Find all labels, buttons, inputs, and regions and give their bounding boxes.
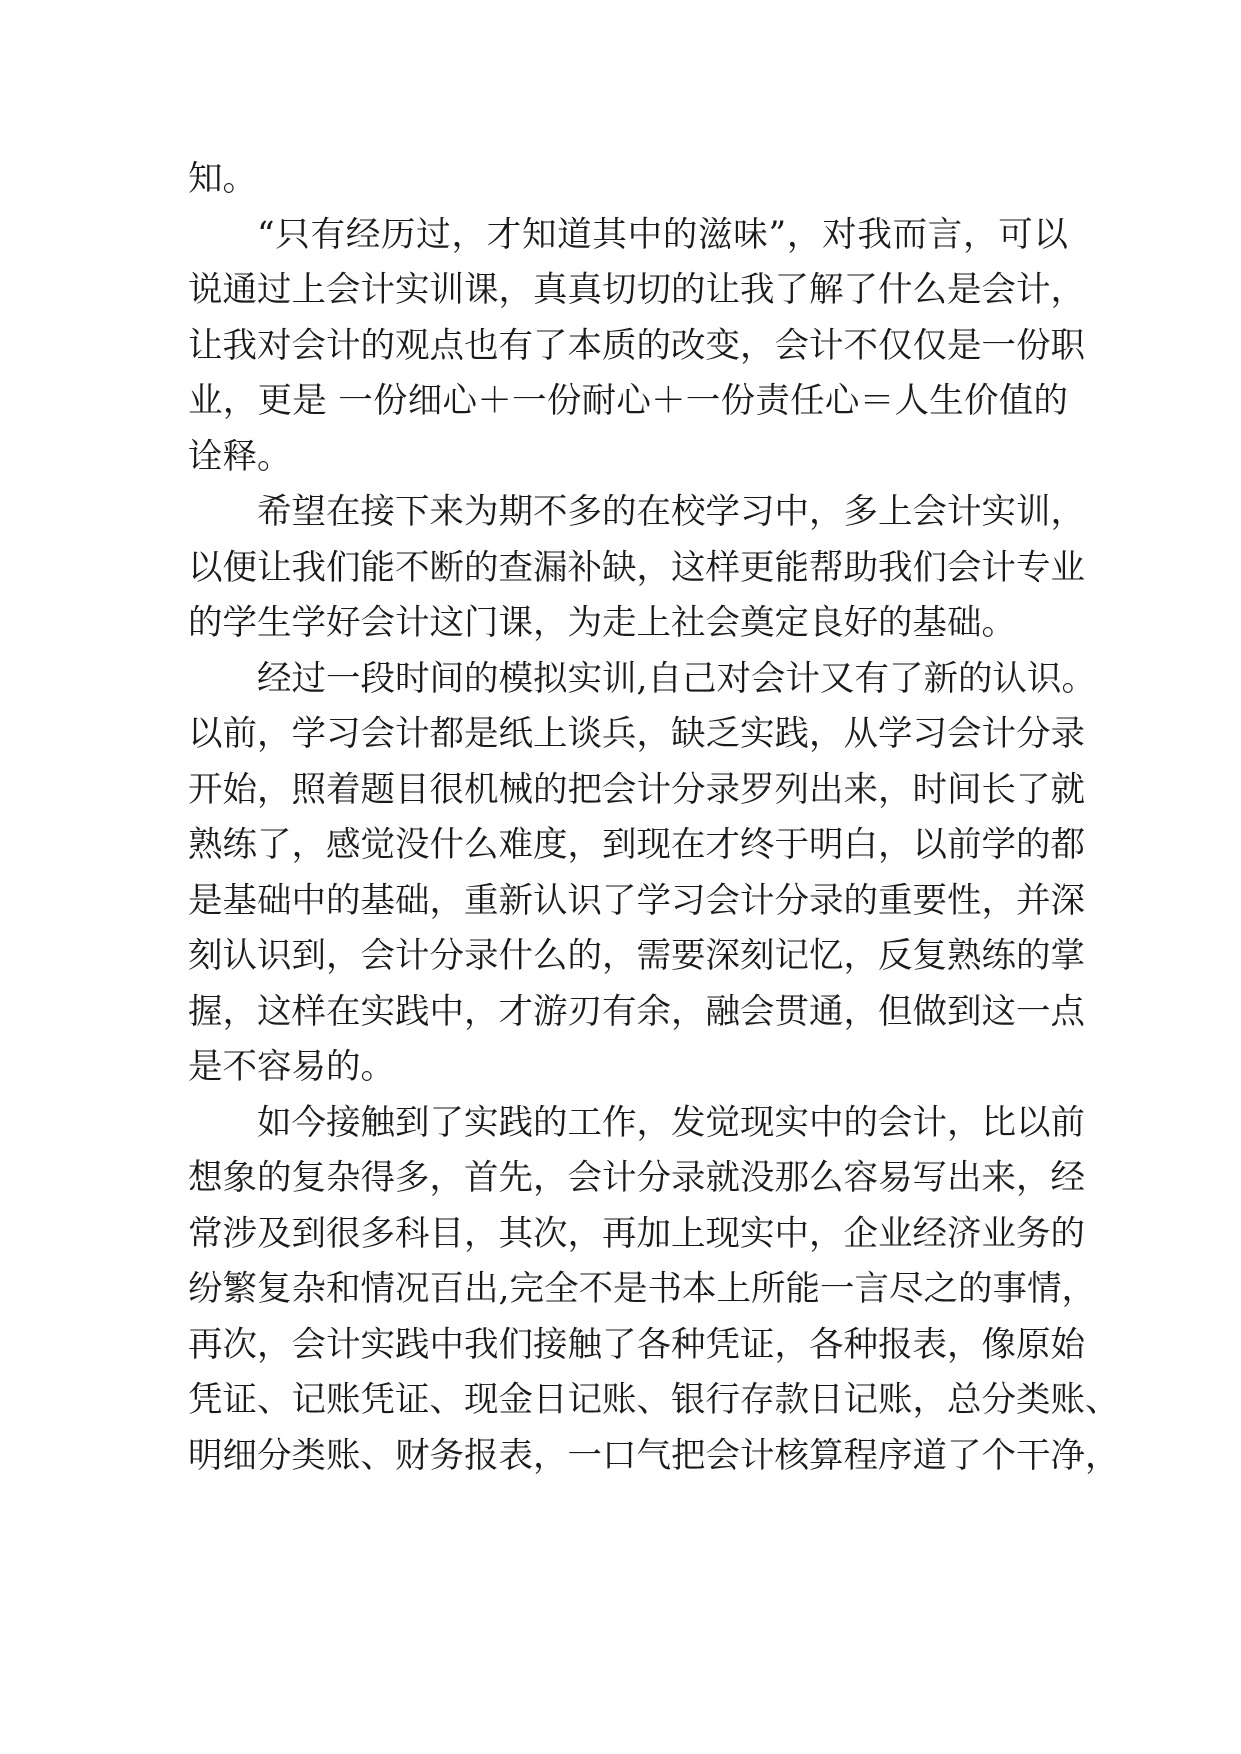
text-line: 凭证、记账凭证、现金日记账、银行存款日记账，总分类账、 [188, 1380, 1120, 1420]
text-line: 握，这样在实践中，才游刃有余，融会贯通，但做到这一点 [188, 991, 1085, 1032]
text-line: 的学生学好会计这门课，为走上社会奠定良好的基础。 [188, 603, 1016, 643]
text-line: 熟练了，感觉没什么难度，到现在才终于明白，以前学的都 [188, 825, 1085, 865]
text-line: 开始，照着题目很机械的把会计分录罗列出来，时间长了就 [188, 769, 1085, 810]
text-line: 诠释。 [188, 436, 292, 477]
text-line: 是基础中的基础，重新认识了学习会计分录的重要性，并深 [188, 880, 1085, 921]
text-line: 如今接触到了实践的工作，发觉现实中的会计，比以前 [257, 1102, 1085, 1143]
text-line: 明细分类账、财务报表，一口气把会计核算程序道了个干净， [188, 1435, 1120, 1476]
text-line: 再次，会计实践中我们接触了各种凭证，各种报表，像原始 [188, 1324, 1085, 1365]
text-line: 说通过上会计实训课，真真切切的让我了解了什么是会计， [188, 270, 1085, 310]
text-line: 以便让我们能不断的查漏补缺，这样更能帮助我们会计专业 [188, 547, 1085, 588]
document-body [188, 152, 1120, 1484]
text-line: 让我对会计的观点也有了本质的改变，会计不仅仅是一份职 [188, 325, 1085, 366]
text-line: 想象的复杂得多，首先，会计分录就没那么容易写出来，经 [188, 1158, 1085, 1198]
text-line: 常涉及到很多科目，其次，再加上现实中，企业经济业务的 [188, 1213, 1085, 1254]
text-line: 希望在接下来为期不多的在校学习中，多上会计实训， [257, 492, 1085, 532]
text-line: 业，更是 一份细心＋一份耐心＋一份责任心＝人生价值的 [188, 381, 1068, 421]
text-line: 经过一段时间的模拟实训,自己对会计又有了新的认识。 [257, 658, 1096, 699]
text-line: 刻认识到，会计分录什么的，需要深刻记忆，反复熟练的掌 [188, 936, 1085, 976]
text-line: 以前，学习会计都是纸上谈兵，缺乏实践，从学习会计分录 [188, 714, 1085, 754]
text-line: “只有经历过，才知道其中的滋味”，对我而言，可以 [257, 214, 1068, 255]
text-line: 纷繁复杂和情况百出,完全不是书本上所能一言尽之的事情， [188, 1269, 1096, 1309]
text-line: 是不容易的。 [188, 1047, 395, 1087]
text-line: 知。 [188, 159, 257, 199]
